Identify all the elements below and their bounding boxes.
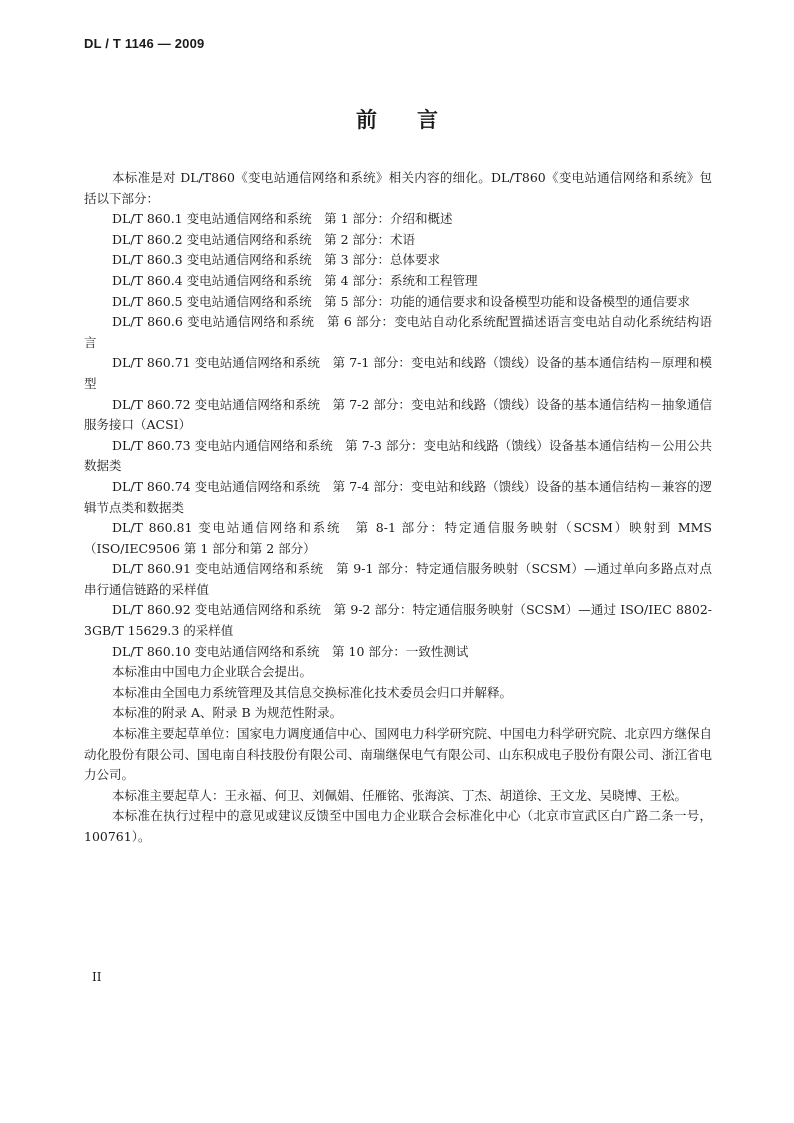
- part-item: DL/T 860.1 变电站通信网络和系统 第 1 部分：介绍和概述: [112, 211, 453, 227]
- part-item: DL/T 860.6 变电站通信网络和系统 第 6 部分：变电站自动化系统配置描述语言变电站自动化系统结构语言: [84, 314, 712, 350]
- page-number: II: [92, 970, 102, 984]
- part-item: DL/T 860.4 变电站通信网络和系统 第 4 部分：系统和工程管理: [112, 272, 478, 288]
- part-item: DL/T 860.71 变电站通信网络和系统 第 7-1 部分：变电站和线路（馈线）设备的基本通信结构－原理和模型: [84, 355, 712, 391]
- part-item: DL/T 860.2 变电站通信网络和系统 第 2 部分：术语: [112, 231, 416, 247]
- part-item: DL/T 860.10 变电站通信网络和系统 第 10 部分：一致性测试: [112, 643, 469, 659]
- drafting-units-paragraph: 本标准主要起草单位：国家电力调度通信中心、国网电力科学研究院、中国电力科学研究院、北京四方继保自动化股份有限公司、国电南自科技股份有限公司、南瑞继保电气有限公司、山东积成电子股份有限公司、浙江省电力公司。: [84, 726, 713, 783]
- annex-paragraph: 本标准的附录 A、附录 B 为规范性附录。: [112, 705, 343, 721]
- part-item: DL/T 860.91 变电站通信网络和系统 第 9-1 部分：特定通信服务映射（SCSM）—通过单向多路点对点串行通信链路的采样值: [84, 561, 712, 597]
- preface-body: [84, 168, 712, 848]
- feedback-paragraph: 本标准在执行过程中的意见或建议反馈至中国电力企业联合会标准化中心（北京市宣武区白广路二条一号，100761）。: [84, 808, 712, 844]
- page-title: 前言: [356, 107, 478, 132]
- part-item: DL/T 860.72 变电站通信网络和系统 第 7-2 部分：变电站和线路（馈线）设备的基本通信结构－抽象通信服务接口（ACSI）: [84, 396, 712, 433]
- part-item: DL/T 860.5 变电站通信网络和系统 第 5 部分：功能的通信要求和设备模型功能和设备模型的通信要求: [112, 293, 691, 309]
- document-code: DL / T 1146 — 2009: [84, 36, 205, 51]
- part-item: DL/T 860.92 变电站通信网络和系统 第 9-2 部分：特定通信服务映射（SCSM）—通过 ISO/IEC 8802-3GB/T 15629.3 的采样值: [84, 602, 712, 639]
- part-item: DL/T 860.81 变电站通信网络和系统 第 8-1 部分：特定通信服务映射（SCSM）映射到 MMS（ISO/IEC9506 第 1 部分和第 2 部分）: [84, 520, 712, 556]
- interpretation-paragraph: 本标准由全国电力系统管理及其信息交换标准化技术委员会归口并解释。: [112, 684, 513, 700]
- drafters-paragraph: 本标准主要起草人：王永福、何卫、刘佩娟、任雁铭、张海滨、丁杰、胡道徐、王文龙、吴晓博、王松。: [112, 787, 688, 803]
- part-item: DL/T 860.3 变电站通信网络和系统 第 3 部分：总体要求: [112, 252, 441, 268]
- proposer-paragraph: 本标准由中国电力企业联合会提出。: [112, 664, 313, 680]
- intro-paragraph: 本标准是对 DL/T860《变电站通信网络和系统》相关内容的细化。DL/T860《变电站通信网络和系统》包括以下部分：: [84, 170, 712, 206]
- part-item: DL/T 860.73 变电站内通信网络和系统 第 7-3 部分：变电站和线路（馈线）设备基本通信结构－公用公共数据类: [84, 437, 712, 474]
- part-item: DL/T 860.74 变电站通信网络和系统 第 7-4 部分：变电站和线路（馈线）设备的基本通信结构－兼容的逻辑节点类和数据类: [84, 478, 712, 515]
